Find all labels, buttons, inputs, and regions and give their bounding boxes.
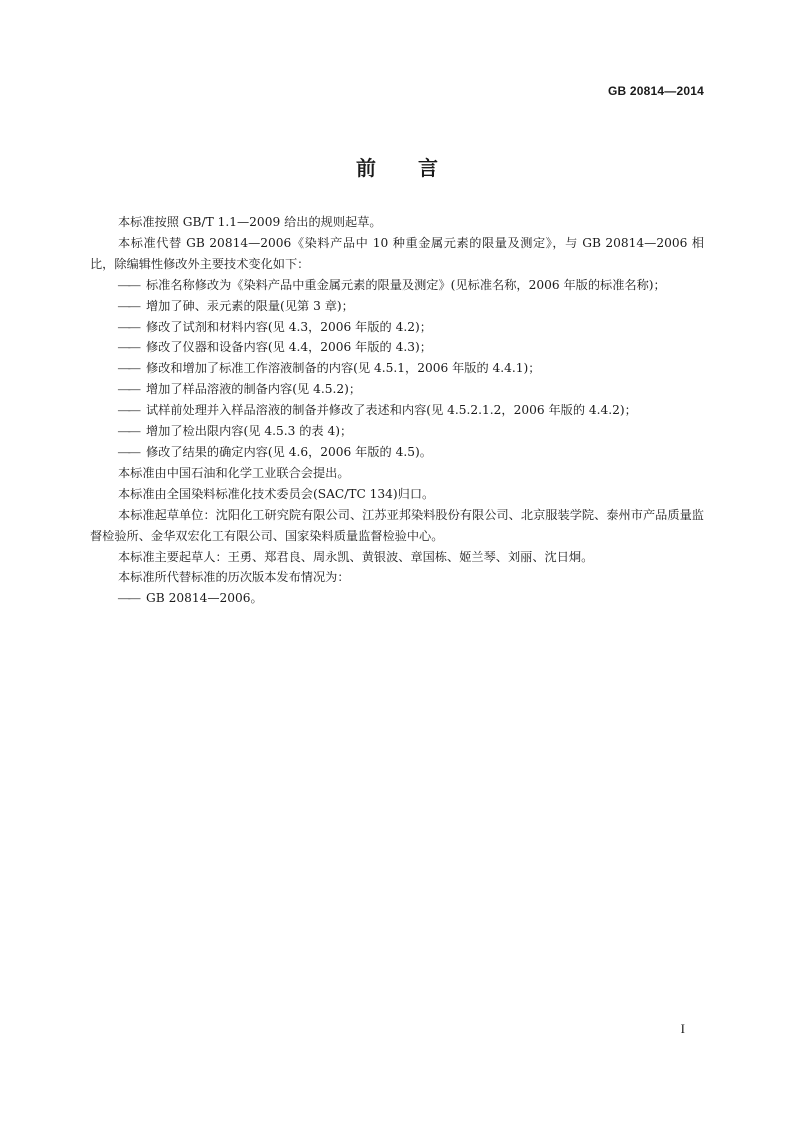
change-item: —— 试样前处理并入样品溶液的制备并修改了表述和内容(见 4.5.2.1.2，2006 年版的 4.4.2)；: [90, 400, 704, 421]
paragraph-replacement: 本标准代替 GB 20814—2006《染料产品中 10 种重金属元素的限量及测定》，与 GB 20814—2006 相比，除编辑性修改外主要技术变化如下：: [90, 235, 704, 271]
title-char-2: 言: [418, 156, 438, 180]
paragraph-history: 本标准所代替标准的历次版本发布情况为：: [118, 570, 350, 585]
history-item: —— GB 20814—2006。: [90, 588, 704, 609]
history-list: [90, 588, 704, 609]
title-char-1: 前: [356, 156, 376, 180]
paragraph-technical-committee: 本标准由全国染料标准化技术委员会(SAC/TC 134)归口。: [118, 486, 435, 501]
page-title: [0, 152, 794, 181]
paragraph-drafting-rules: 本标准按照 GB/T 1.1—2009 给出的规则起草。: [118, 215, 382, 229]
standard-code: GB 20814—2014: [608, 84, 704, 98]
foreword-body: [90, 212, 704, 609]
paragraph-proposer: 本标准由中国石油和化学工业联合会提出。: [118, 465, 350, 480]
change-item: —— 修改了试剂和材料内容(见 4.3，2006 年版的 4.2)；: [90, 317, 704, 338]
paragraph-drafting-units: 本标准起草单位：沈阳化工研究院有限公司、江苏亚邦染料股份有限公司、北京服装学院、泰州市产品质量监督检验所、金华双宏化工有限公司、国家染料质量监督检验中心。: [90, 507, 704, 543]
change-item: —— 标准名称修改为《染料产品中重金属元素的限量及测定》(见标准名称，2006 年版的标准名称)；: [90, 275, 704, 296]
change-item: —— 修改了仪器和设备内容(见 4.4，2006 年版的 4.3)；: [90, 337, 704, 358]
page-number: I: [680, 1021, 685, 1036]
change-item: —— 修改和增加了标准工作溶液制备的内容(见 4.5.1，2006 年版的 4.4.1)；: [90, 358, 704, 379]
change-item: —— 增加了样品溶液的制备内容(见 4.5.2)；: [90, 379, 704, 400]
change-item: —— 修改了结果的确定内容(见 4.6，2006 年版的 4.5)。: [90, 442, 704, 463]
paragraph-drafters: 本标准主要起草人：王勇、郑君良、周永凯、黄银波、章国栋、姬兰琴、刘丽、沈日炯。: [118, 549, 594, 564]
changes-list: [90, 275, 704, 463]
change-item: —— 增加了检出限内容(见 4.5.3 的表 4)；: [90, 421, 704, 442]
change-item: —— 增加了砷、汞元素的限量(见第 3 章)；: [90, 296, 704, 317]
